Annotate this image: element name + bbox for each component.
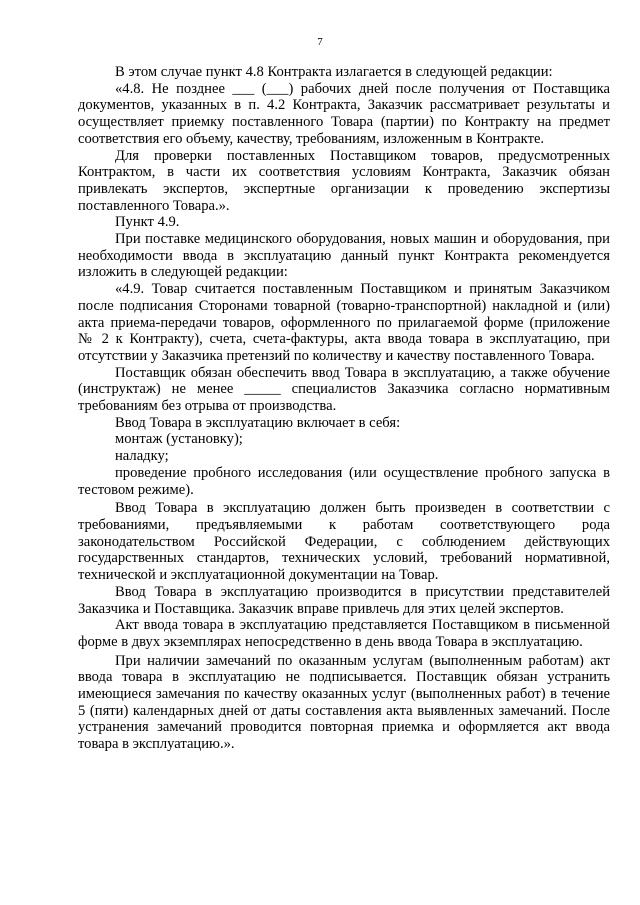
paragraph-remarks: При наличии замечаний по оказанным услугам (выполненным работам) акт ввода товара в эксплуатацию не подписывается. Поставщик обязан устранить имеющиеся замечания по качеству оказанных услуг (выполненных работ) в течение 5 (пяти) календарных дней от даты составления акта выявленных замечаний. После устранения замечаний проводится повторная приемка и оформляется акт ввода товара в эксплуатацию.». — [78, 652, 610, 753]
list-item-adjustment: наладку; — [115, 448, 169, 465]
paragraph-commissioning-presence: Ввод Товара в эксплуатацию производится в присутствии представителей Заказчика и Поставщика. Заказчик вправе привлечь для этих целей экспертов. — [78, 583, 610, 617]
paragraph-commissioning-requirements: Ввод Товара в эксплуатацию должен быть произведен в соответствии с требованиями, предъявляемыми к работам соответствующего рода законодательством Российской Федерации, с соблюдением действующих государственных стандартов, технических условий, требований нормативной, технической и эксплуатационной документации на Товар. — [78, 500, 610, 584]
paragraph-commissioning-act: Акт ввода товара в эксплуатацию представляется Поставщиком в письменной форме в двух экземплярах непосредственно в день ввода Товара в эксплуатацию. — [78, 617, 610, 650]
document-body — [78, 64, 610, 753]
paragraph-commissioning-obligation: Поставщик обязан обеспечить ввод Товара в эксплуатацию, а также обучение (инструктаж) не менее _____ специалистов Заказчика согласно нормативным требованиям без отрыва от производства. — [78, 364, 610, 415]
paragraph-clause-4-9-heading: Пункт 4.9. — [115, 214, 180, 231]
paragraph-expert-review: Для проверки поставленных Поставщиком товаров, предусмотренных Контрактом, в части их соответствия условиям Контракта, Заказчик обязан привлекать экспертов, экспертные организации к проведению экспертизы поставленного Товара.». — [78, 147, 610, 214]
list-item-trial-run: проведение пробного исследования (или осуществление пробного запуска в тестовом режиме). — [78, 464, 610, 498]
paragraph-clause-4-9-text: «4.9. Товар считается поставленным Поставщиком и принятым Заказчиком после подписания Сторонами товарной (товарно-транспортной) накладной и (или) акта приема-передачи товаров, оформленного по прилагаемой форме (приложение № 2 к Контракту), счета, счета-фактуры, акта ввода товара в эксплуатацию, при отсутствии у Заказчика претензий по количеству и качеству поставленного Товара. — [78, 281, 610, 364]
paragraph-clause-4-8-intro: В этом случае пункт 4.8 Контракта излагается в следующей редакции: — [115, 64, 553, 80]
page-number: 7 — [317, 36, 323, 48]
paragraph-commissioning-includes: Ввод Товара в эксплуатацию включает в себя: — [115, 414, 401, 431]
list-item-installation: монтаж (установку); — [115, 431, 243, 448]
paragraph-clause-4-9-intro: При поставке медицинского оборудования, новых машин и оборудования, при необходимости ввода в эксплуатацию данный пункт Контракта рекомендуется изложить в следующей редакции: — [78, 231, 610, 281]
paragraph-clause-4-8-text: «4.8. Не позднее ___ (___) рабочих дней после получения от Поставщика документов, указанных в п. 4.2 Контракта, Заказчик рассматривает результаты и осуществляет приемку поставленного Товара (партии) по Контракту на предмет соответствия его объему, качеству, требованиям, изложенным в Контракте. — [78, 80, 610, 147]
